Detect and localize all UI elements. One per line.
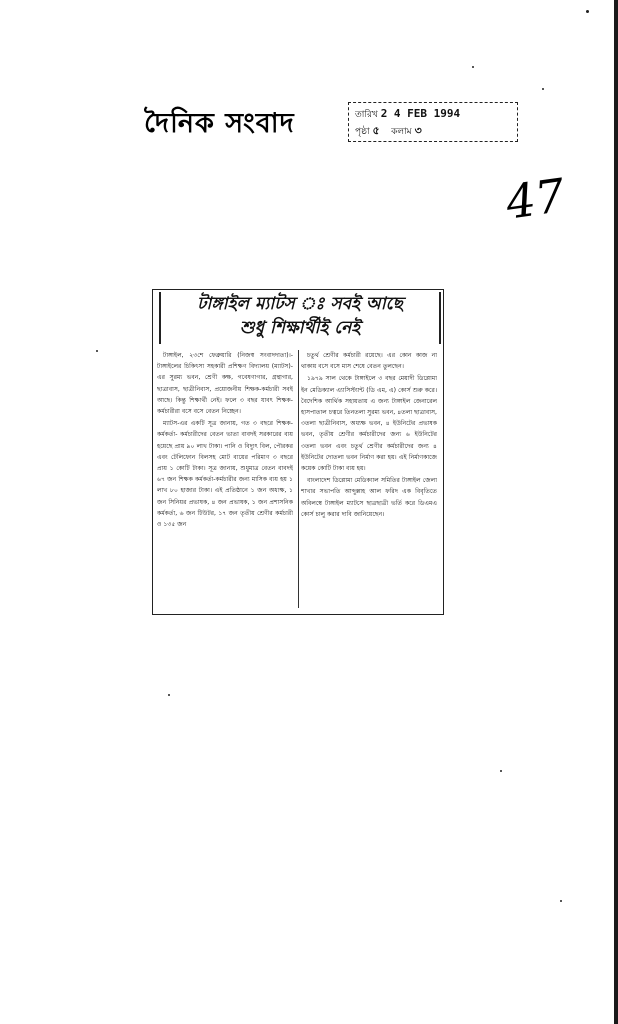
column-divider xyxy=(298,350,299,608)
headline-line-1: টাঙ্গাইল ম্যাটস ঃ সবই আছে xyxy=(197,294,403,314)
article-paragraph: ১৯৭৯ সাল থেকে টাঙ্গাইলে ৩ বছর মেয়াদী ডিপ্লোমা ইন মেডিক্যাল এ্যাসিস্ট্যান্ট (ডি এম, এ) কোর্স শুরু করে। বৈদেশিক আর্থিক সহায়তায় এ জন্য টাঙ্গাইল জেনারেল হাসপাতাল চত্বরে তিনতলা সুরম্য ভবন, ৪তলা ছাত্রাবাস, ৩তলা ছাত্রীনিবাস, অধ্যক্ষ ভবন, ৪ ইউনিটের প্রভাষক ভবন, তৃতীয় শ্রেণীর কর্মচারীদের জন্য ৬ ইউনিটের ৩তলা ভবন এবং চতুর্থ শ্রেণীর কর্মচারীদের জন্য ৪ ইউনিটের দোতলা ভবন নির্মাণ করা হয়। এই নির্মাণকাজে কয়েক কোটি টাকা ব্যয় হয়। xyxy=(301,375,437,473)
article-column-left xyxy=(157,350,293,612)
article-column-right xyxy=(301,350,437,612)
stamp-page-label: পৃষ্ঠা xyxy=(355,127,370,137)
stamp-page-row xyxy=(355,123,511,140)
article-paragraph: ম্যাটস-এর একটি সূত্র জানায়, গত ৩ বছরে শিক্ষক- কর্মকর্তা- কর্মচারীদের বেতন ভাতা বাবদই সরকারের ব্যয় হয়েছে প্রায় ৯০ লাখ টাকা। পানি ও বিদ্যুৎ বিল, পৌরকর এবং টেলিফোন বিলসহ মোট ব্যয়ের পরিমাণ ৩ বছরে প্রায় ১ কোটি টাকা। সূত্র জানায়, শুধুমাত্র বেতন বাবদই ৬৭ জন শিক্ষক কর্মকর্তা-কর্মচারীর জন্য মাসিক ব্যয় হয় ১ লাখ ৮০ হাজার টাকা। এই প্রতিষ্ঠানে ১ জন অধ্যক্ষ, ১ জন সিনিয়র প্রভাষক, ৪ জন প্রভাষক, ১ জন প্রশাসনিক কর্মকর্তা, ৬ জন টিউটর, ১৭ জন তৃতীয় শ্রেণীর কর্মচারী ও ১৩৫ জন xyxy=(157,420,293,529)
stamp-date-value: 2 4 FEB 1994 xyxy=(380,107,461,120)
stamp-column-label: কলাম xyxy=(391,127,412,137)
stamp-date-row xyxy=(355,106,511,123)
article-paragraph: বাংলাদেশ ডিপ্লোমা মেডিক্যাল সমিতির টাঙ্গাইল জেলা শাখার সভাপতি আব্দুল্লাহ আল ফরিদ এক বিবৃতিতে অবিলম্বে টাঙ্গাইল ম্যাটসে ছাত্রছাত্রী ভর্তি করে ডিএমএ কোর্স চালু করার দাবি জানিয়েছেন। xyxy=(301,477,437,518)
scan-speck xyxy=(472,66,474,68)
scan-speck xyxy=(96,350,98,352)
scan-speck xyxy=(542,88,544,90)
article-paragraph: চতুর্থ শ্রেণীর কর্মচারী রয়েছে। এর কোন কাজ না থাকায় বসে বসে মাস শেষে বেতন তুলছেন। xyxy=(301,352,437,371)
handwritten-page-number: 47 xyxy=(502,167,569,230)
scan-edge xyxy=(614,0,618,1024)
scan-speck xyxy=(560,900,562,902)
stamp-column-value: ৩ xyxy=(414,124,422,137)
scan-speck xyxy=(586,10,589,13)
newspaper-masthead: দৈনিক সংবাদ xyxy=(144,108,295,139)
article-paragraph: টাঙ্গাইল, ২৩শে ফেব্রুয়ারি (নিজস্ব সংবাদদাতা)।- টাঙ্গাইলের চিকিৎসা সহকারী প্রশিক্ষণ বিদ্যালয় (ম্যাটস)-এর সুরম্য ভবন, শ্রেণী কক্ষ, গবেষণাগার, গ্রন্থাগার, ছাত্রাবাস, ছাত্রীনিবাস, প্রয়োজনীয় শিক্ষক-কর্মচারী সবই আছে। কিন্তু শিক্ষার্থী নেই। ফলে ৩ বছর যাবৎ শিক্ষক-কর্মচারীরা বসে বসে বেতন নিচ্ছেন। xyxy=(157,352,293,416)
stamp-page-value: ৫ xyxy=(372,124,380,137)
news-clipping xyxy=(152,289,444,615)
scan-speck xyxy=(168,694,170,696)
headline xyxy=(159,292,441,344)
date-stamp xyxy=(348,102,518,142)
headline-line-2: শুধু শিক্ষার্থীই নেই xyxy=(239,318,361,338)
scan-speck xyxy=(500,770,502,772)
stamp-date-label: তারিখ xyxy=(355,110,378,120)
